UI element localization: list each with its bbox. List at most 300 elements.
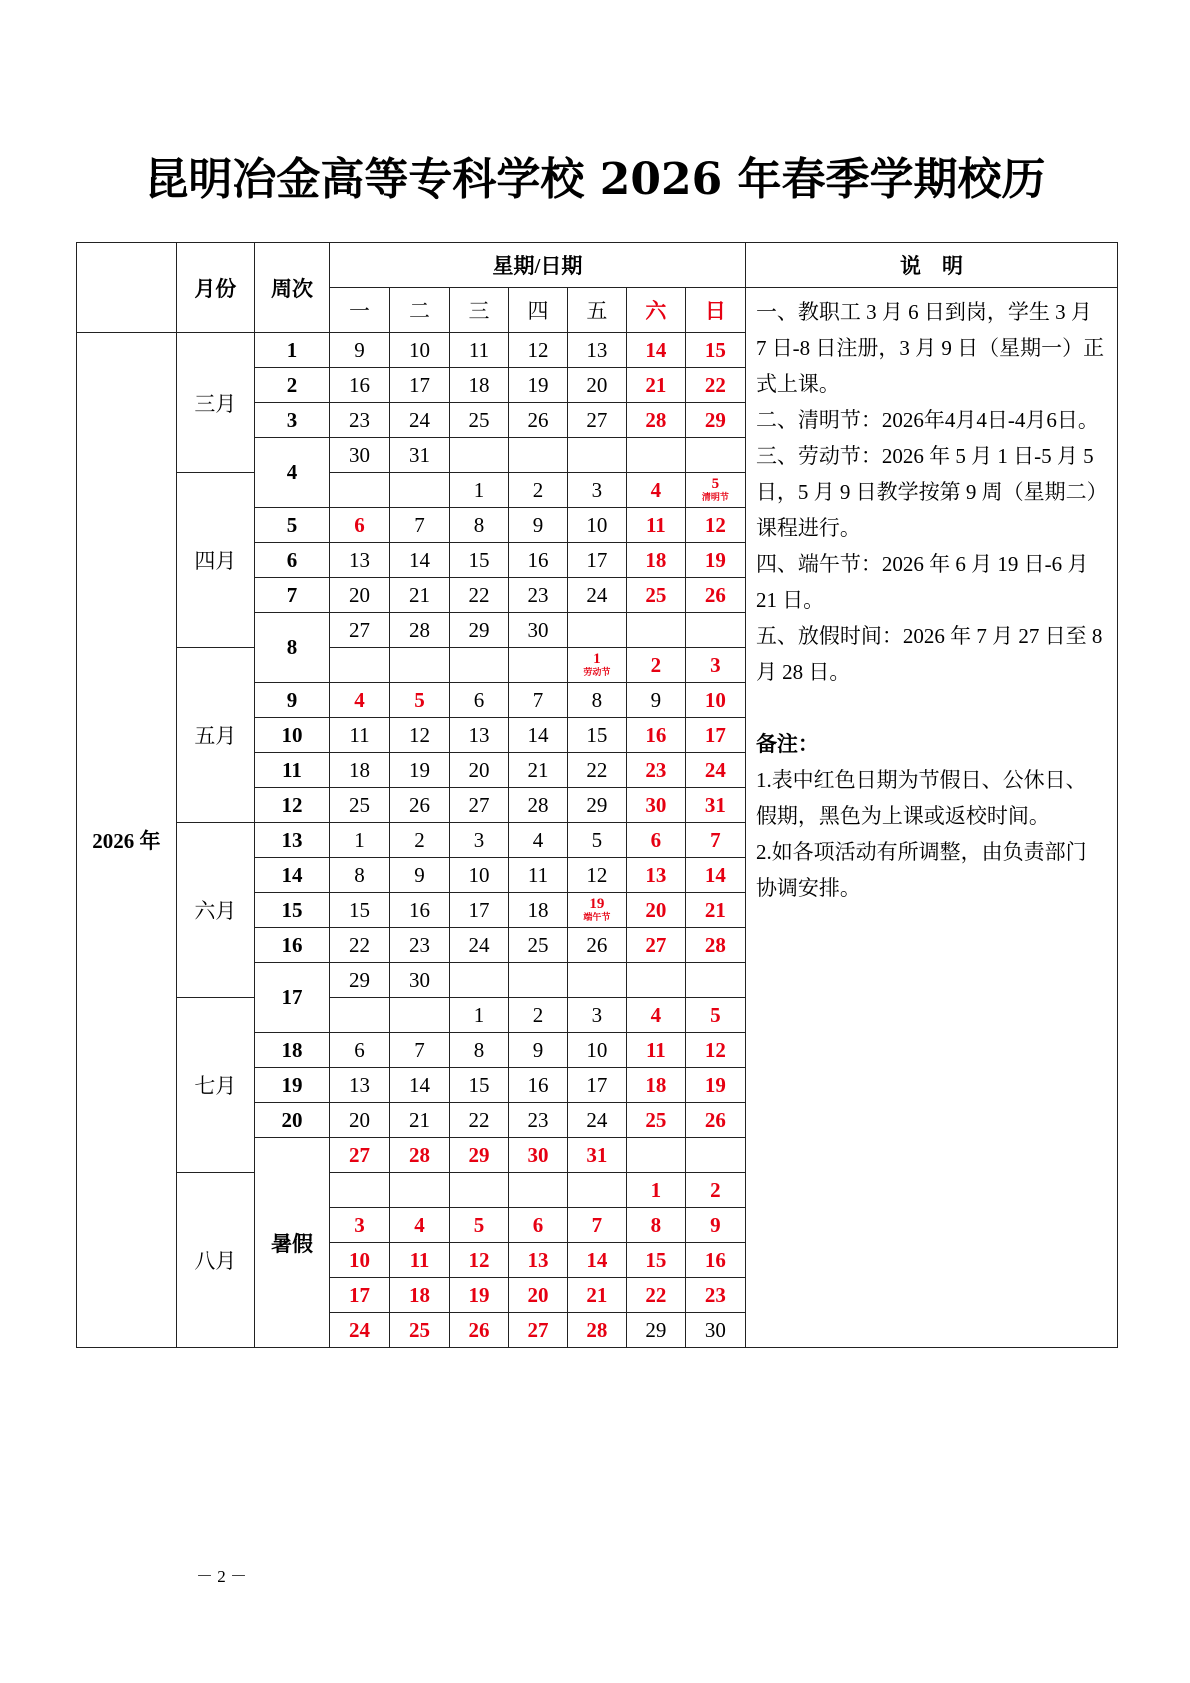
date-cell (685, 1173, 745, 1208)
date-number: 14 (704, 862, 726, 887)
date-number: 11 (645, 1037, 666, 1062)
date-cell (685, 1313, 745, 1348)
date-number: 5 (473, 1212, 485, 1237)
notes-header: 说 明 (745, 243, 1117, 288)
note-item: 二、清明节：2026年4月4日-4月6日。 (755, 408, 1099, 432)
date-cell (508, 928, 567, 963)
date-cell (567, 1068, 626, 1103)
date-number: 21 (704, 897, 726, 922)
date-cell (329, 473, 389, 508)
date-number: 22 (348, 932, 370, 957)
holiday-label: 劳动节 (583, 668, 611, 678)
date-cell (508, 823, 567, 858)
date-number: 16 (645, 722, 667, 747)
date-number: 27 (527, 1317, 549, 1342)
date-cell (329, 1103, 389, 1138)
date-cell (390, 508, 450, 543)
date-cell (567, 1208, 626, 1243)
date-cell (567, 508, 626, 543)
date-number: 26 (586, 932, 608, 957)
date-number: 29 (468, 1142, 490, 1167)
date-cell (626, 578, 685, 613)
date-cell (567, 543, 626, 578)
week-number: 1 (254, 333, 329, 368)
date-number: 8 (473, 1037, 485, 1062)
date-number: 23 (645, 757, 667, 782)
date-cell (329, 998, 389, 1033)
date-number: 24 (586, 1107, 608, 1132)
date-number: 3 (710, 652, 721, 677)
weekday-header: 五 (567, 288, 626, 333)
date-cell (685, 1278, 745, 1313)
date-number: 27 (586, 407, 608, 432)
date-cell (508, 368, 567, 403)
date-number: 12 (409, 722, 431, 747)
date-cell (567, 893, 626, 928)
date-number: 1 (354, 827, 365, 852)
date-cell (329, 613, 389, 648)
date-number: 14 (527, 722, 549, 747)
date-cell (685, 683, 745, 718)
date-number: 13 (586, 337, 608, 362)
date-cell (329, 1208, 389, 1243)
weekday-header: 三 (450, 288, 509, 333)
week-number: 5 (254, 508, 329, 543)
year-label: 2026 年 (77, 333, 177, 1348)
date-number: 24 (586, 582, 608, 607)
date-number: 17 (586, 547, 608, 572)
date-number: 19 (409, 757, 431, 782)
date-cell (685, 648, 745, 683)
date-cell (390, 368, 450, 403)
date-cell (685, 1033, 745, 1068)
date-cell (508, 473, 567, 508)
month-label: 三月 (176, 333, 254, 473)
date-number: 29 (645, 1317, 667, 1342)
date-cell (329, 1068, 389, 1103)
date-cell (450, 1173, 509, 1208)
date-cell (508, 543, 567, 578)
date-number: 27 (348, 617, 370, 642)
date-number: 1 (473, 1002, 485, 1027)
date-cell (567, 1243, 626, 1278)
date-cell (390, 1313, 450, 1348)
date-cell (329, 858, 389, 893)
date-cell (685, 893, 745, 928)
date-number: 28 (409, 617, 431, 642)
date-cell (626, 648, 685, 683)
date-cell (450, 683, 509, 718)
date-cell (626, 998, 685, 1033)
date-cell (567, 648, 626, 683)
notes-spacer (756, 690, 1107, 726)
date-number: 22 (704, 372, 726, 397)
date-number: 13 (645, 862, 667, 887)
date-cell (329, 648, 389, 683)
date-cell (508, 998, 567, 1033)
date-number: 30 (527, 1142, 549, 1167)
date-number: 3 (591, 1002, 603, 1027)
date-number: 7 (414, 512, 425, 537)
date-number: 27 (645, 932, 667, 957)
week-number: 10 (254, 718, 329, 753)
date-cell (508, 963, 567, 998)
date-cell (329, 1313, 389, 1348)
date-number: 29 (586, 792, 608, 817)
week-number: 18 (254, 1033, 329, 1068)
date-number: 12 (468, 1247, 490, 1272)
date-number: 7 (710, 827, 721, 852)
date-number: 19 (468, 1282, 490, 1307)
date-number: 14 (586, 1247, 608, 1272)
date-number: 10 (586, 512, 608, 537)
date-cell (390, 893, 450, 928)
date-cell (685, 543, 745, 578)
date-cell (450, 508, 509, 543)
date-cell (626, 718, 685, 753)
date-number: 28 (704, 932, 726, 957)
date-cell (450, 963, 509, 998)
month-label: 六月 (176, 823, 254, 998)
date-cell (567, 788, 626, 823)
date-cell (567, 1313, 626, 1348)
date-number: 23 (704, 1282, 726, 1307)
date-cell (626, 1103, 685, 1138)
notes-panel (745, 288, 1117, 1348)
date-number: 18 (409, 1282, 431, 1307)
date-cell (329, 823, 389, 858)
date-cell (567, 473, 626, 508)
date-number: 3 (473, 827, 485, 852)
date-number: 2 (532, 477, 544, 502)
date-number: 9 (532, 1037, 544, 1062)
week-number: 14 (254, 858, 329, 893)
date-cell (390, 333, 450, 368)
date-number: 25 (645, 582, 667, 607)
date-number: 13 (527, 1247, 549, 1272)
date-number: 24 (704, 757, 726, 782)
date-cell (626, 543, 685, 578)
date-cell (450, 1278, 509, 1313)
date-cell (626, 858, 685, 893)
date-cell (567, 858, 626, 893)
date-number: 11 (527, 862, 549, 887)
date-cell (685, 333, 745, 368)
date-number: 20 (527, 1282, 549, 1307)
date-cell (508, 858, 567, 893)
date-cell (329, 963, 389, 998)
date-cell (685, 753, 745, 788)
date-cell (685, 613, 745, 648)
date-cell (626, 1313, 685, 1348)
date-cell (626, 1138, 685, 1173)
date-cell (508, 1033, 567, 1068)
date-cell (450, 1068, 509, 1103)
date-cell (508, 508, 567, 543)
date-cell (450, 403, 509, 438)
month-label: 八月 (176, 1173, 254, 1348)
date-number: 30 (704, 1317, 726, 1342)
date-cell (329, 683, 389, 718)
remark-item: 1.表中红色日期为节假日、公休日、假期，黑色为上课或返校时间。 (755, 768, 1087, 828)
date-number: 2 (532, 1002, 544, 1027)
date-number: 16 (527, 547, 549, 572)
date-cell (685, 998, 745, 1033)
date-cell (450, 753, 509, 788)
date-cell (567, 998, 626, 1033)
date-cell (450, 1103, 509, 1138)
date-number: 6 (532, 1212, 544, 1237)
holiday-label: 端午节 (583, 913, 611, 923)
date-cell (390, 1278, 450, 1313)
date-number: 31 (704, 792, 726, 817)
date-cell (329, 333, 389, 368)
weekday-header: 一 (329, 288, 389, 333)
date-cell (450, 473, 509, 508)
month-header: 月份 (176, 243, 254, 333)
date-number: 7 (414, 1037, 425, 1062)
date-number: 23 (527, 582, 549, 607)
summer-vacation-label: 暑假 (254, 1138, 329, 1348)
date-number: 13 (348, 1072, 370, 1097)
date-number: 9 (354, 337, 365, 362)
date-number: 15 (468, 547, 490, 572)
date-cell (329, 718, 389, 753)
date-cell (329, 508, 389, 543)
date-cell (329, 368, 389, 403)
date-number: 2 (710, 1177, 721, 1202)
date-number: 28 (527, 792, 549, 817)
date-cell (567, 963, 626, 998)
date-cell (390, 858, 450, 893)
date-cell (329, 788, 389, 823)
date-number: 16 (704, 1247, 726, 1272)
date-number: 22 (645, 1282, 667, 1307)
date-number: 8 (354, 862, 365, 887)
date-number: 19 (704, 547, 726, 572)
date-cell (390, 1138, 450, 1173)
date-number: 10 (409, 337, 431, 362)
date-number: 3 (354, 1212, 365, 1237)
date-cell (390, 1208, 450, 1243)
date-cell (450, 578, 509, 613)
date-number: 23 (527, 1107, 549, 1132)
date-cell (390, 683, 450, 718)
week-number: 15 (254, 893, 329, 928)
date-cell (567, 1278, 626, 1313)
date-cell (390, 718, 450, 753)
date-number: 4 (354, 687, 365, 712)
date-cell (685, 1103, 745, 1138)
week-number: 9 (254, 683, 329, 718)
week-number: 19 (254, 1068, 329, 1103)
date-number: 16 (409, 897, 431, 922)
date-number: 29 (468, 617, 490, 642)
week-number: 12 (254, 788, 329, 823)
date-cell (450, 543, 509, 578)
date-cell (567, 333, 626, 368)
date-cell (508, 718, 567, 753)
date-number: 16 (348, 372, 370, 397)
date-number: 26 (704, 582, 726, 607)
date-number: 2 (414, 827, 425, 852)
date-number: 17 (586, 1072, 608, 1097)
date-number: 19 (704, 1072, 726, 1097)
date-number: 9 (710, 1212, 721, 1237)
date-cell (450, 648, 509, 683)
month-label: 七月 (176, 998, 254, 1173)
date-number: 9 (414, 862, 425, 887)
date-cell (390, 1243, 450, 1278)
date-cell (390, 998, 450, 1033)
date-cell (685, 508, 745, 543)
date-number: 9 (650, 687, 662, 712)
date-cell (508, 1103, 567, 1138)
date-number: 4 (650, 1002, 662, 1027)
date-cell (685, 718, 745, 753)
date-cell (567, 438, 626, 473)
date-number: 5 (711, 476, 720, 492)
date-cell (508, 788, 567, 823)
date-number: 6 (354, 1037, 365, 1062)
date-cell (626, 1173, 685, 1208)
date-cell (450, 858, 509, 893)
month-label: 五月 (176, 648, 254, 823)
date-cell (567, 718, 626, 753)
date-cell (685, 403, 745, 438)
date-number: 11 (349, 722, 370, 747)
date-number: 10 (704, 687, 726, 712)
holiday-label: 清明节 (701, 493, 729, 503)
week-number: 17 (254, 963, 329, 1033)
date-cell (329, 578, 389, 613)
date-number: 12 (704, 512, 726, 537)
date-cell (685, 928, 745, 963)
date-number: 5 (414, 687, 425, 712)
date-number: 4 (532, 827, 544, 852)
date-number: 30 (409, 967, 431, 992)
date-cell (450, 1313, 509, 1348)
date-cell (450, 438, 509, 473)
date-cell (329, 403, 389, 438)
date-cell (450, 368, 509, 403)
date-cell (626, 403, 685, 438)
date-cell (567, 613, 626, 648)
week-number: 16 (254, 928, 329, 963)
date-cell (626, 963, 685, 998)
date-cell (685, 1068, 745, 1103)
date-cell (329, 1173, 389, 1208)
date-cell (390, 648, 450, 683)
date-number: 12 (586, 862, 608, 887)
week-number: 7 (254, 578, 329, 613)
date-number: 19 (589, 896, 605, 912)
date-number: 7 (532, 687, 544, 712)
date-number: 25 (527, 932, 549, 957)
date-cell (508, 1068, 567, 1103)
note-item: 一、教职工 3 月 6 日到岗，学生 3 月 7 日-8 日注册，3 月 9 日（星期一）正式上课。 (755, 300, 1105, 396)
date-cell (626, 1068, 685, 1103)
date-cell (508, 1208, 567, 1243)
weekday-header: 日 (685, 288, 745, 333)
date-number: 14 (409, 1072, 431, 1097)
date-cell (626, 1208, 685, 1243)
date-number: 18 (645, 1072, 667, 1097)
week-number: 11 (254, 753, 329, 788)
date-cell (626, 368, 685, 403)
date-cell (329, 893, 389, 928)
date-number: 11 (468, 337, 490, 362)
date-number: 31 (586, 1142, 608, 1167)
date-number: 24 (348, 1317, 370, 1342)
date-cell (685, 1208, 745, 1243)
date-cell (390, 1173, 450, 1208)
date-number: 14 (645, 337, 667, 362)
date-cell (508, 1243, 567, 1278)
date-cell (567, 928, 626, 963)
date-cell (685, 578, 745, 613)
date-number: 25 (468, 407, 490, 432)
date-number: 24 (468, 932, 490, 957)
date-cell (508, 1278, 567, 1313)
date-cell (626, 1033, 685, 1068)
date-number: 26 (527, 407, 549, 432)
week-number: 13 (254, 823, 329, 858)
week-number: 2 (254, 368, 329, 403)
date-number: 10 (586, 1037, 608, 1062)
date-cell (508, 1173, 567, 1208)
remark-item: 2.如各项活动有所调整，由负责部门协调安排。 (755, 840, 1087, 900)
date-number: 22 (468, 1107, 490, 1132)
corner-cell (77, 243, 177, 333)
date-number: 5 (591, 827, 603, 852)
date-cell (329, 543, 389, 578)
date-number: 26 (409, 792, 431, 817)
date-number: 27 (468, 792, 490, 817)
date-number: 17 (704, 722, 726, 747)
date-cell (626, 613, 685, 648)
date-cell (390, 403, 450, 438)
date-number: 18 (468, 372, 490, 397)
date-number: 10 (348, 1247, 370, 1272)
date-cell (567, 683, 626, 718)
date-number: 21 (586, 1282, 608, 1307)
date-cell (567, 823, 626, 858)
date-cell (329, 1138, 389, 1173)
date-number: 8 (650, 1212, 662, 1237)
date-cell (626, 893, 685, 928)
date-number: 4 (650, 477, 662, 502)
page-title: 昆明冶金高等专科学校 2026 年春季学期校历 (144, 154, 1046, 205)
date-number: 11 (409, 1247, 430, 1272)
date-cell (626, 753, 685, 788)
remark-title: 备注： (755, 732, 819, 756)
date-number: 18 (527, 897, 549, 922)
date-number: 21 (527, 757, 549, 782)
date-cell (626, 928, 685, 963)
date-cell (390, 1068, 450, 1103)
date-cell (329, 753, 389, 788)
date-number: 27 (348, 1142, 370, 1167)
date-number: 8 (473, 512, 485, 537)
date-cell (450, 1033, 509, 1068)
date-cell (450, 893, 509, 928)
date-cell (508, 683, 567, 718)
date-cell (390, 613, 450, 648)
weekday-header: 二 (390, 288, 450, 333)
week-header: 周次 (254, 243, 329, 333)
week-number: 8 (254, 613, 329, 683)
